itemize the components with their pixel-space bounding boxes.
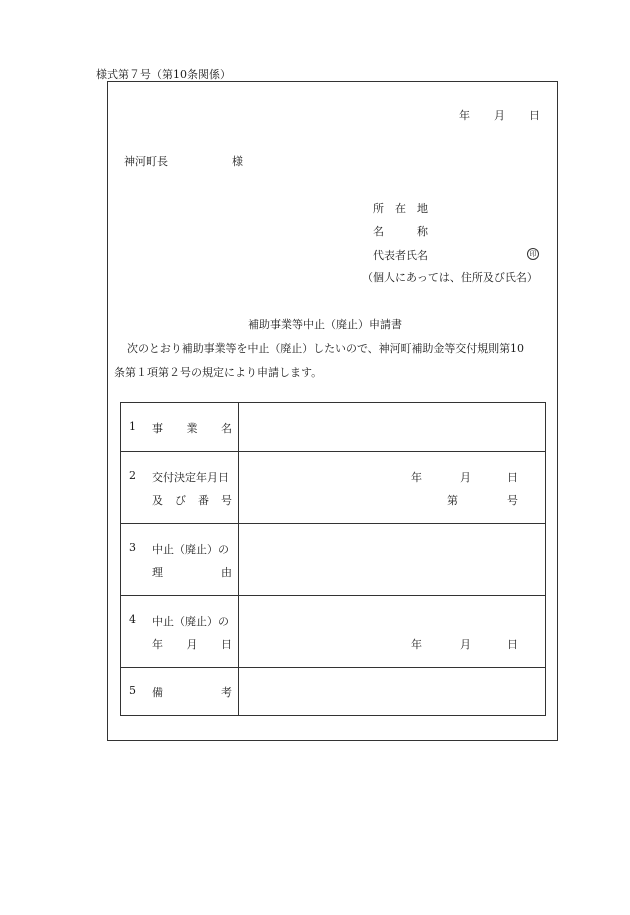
value-month-label: 月 <box>460 638 471 651</box>
row-label-line-1: 中止（廃止）の <box>152 615 229 628</box>
row-5-label <box>121 668 239 716</box>
label-char: 年 <box>152 638 163 651</box>
applicant-address-label: 所 在 地 <box>373 202 428 215</box>
row-number: 1 <box>129 420 136 433</box>
label-char: 事 <box>152 422 163 435</box>
table-row <box>121 403 546 452</box>
row-label-line-1: 交付決定年月日 <box>152 471 229 484</box>
date-day-label: 日 <box>529 109 540 122</box>
row-2-value[interactable] <box>239 452 546 524</box>
value-day-label: 日 <box>507 638 518 651</box>
table-row <box>121 596 546 668</box>
date-year-label: 年 <box>459 109 470 122</box>
addressee-honorific: 様 <box>232 155 243 168</box>
label-char: 番 <box>198 494 209 507</box>
row-label-line-2 <box>152 492 232 508</box>
row-label-line-2 <box>152 564 232 580</box>
seal-mark: 印 <box>527 248 539 260</box>
row-number: 2 <box>129 469 136 482</box>
table-row <box>121 668 546 716</box>
value-month-label: 月 <box>460 471 471 484</box>
label-char: 備 <box>152 686 163 699</box>
row-1-value[interactable] <box>239 403 546 452</box>
body-text-line-1: 次のとおり補助事業等を中止（廃止）したいので、神河町補助金等交付規則第10 <box>127 342 524 355</box>
value-day-label: 日 <box>507 471 518 484</box>
row-label <box>152 420 232 436</box>
row-3-value[interactable] <box>239 524 546 596</box>
label-char: 理 <box>152 566 163 579</box>
applicant-representative-label: 代表者氏名 <box>373 249 428 262</box>
label-char: 日 <box>221 638 232 651</box>
label-char: 及 <box>152 494 163 507</box>
row-1-label <box>121 403 239 452</box>
label-char: 号 <box>221 494 232 507</box>
row-number: 4 <box>129 613 136 626</box>
label-char: 由 <box>221 566 232 579</box>
row-label <box>152 684 232 700</box>
row-3-label <box>121 524 239 596</box>
row-label-line-2 <box>152 636 232 652</box>
value-year-label: 年 <box>411 471 422 484</box>
document-title: 補助事業等中止（廃止）申請書 <box>248 318 402 331</box>
label-char: 考 <box>221 686 232 699</box>
applicant-name-label: 名 称 <box>373 225 428 238</box>
row-number: 5 <box>129 684 136 697</box>
body-text-line-2: 条第１項第２号の規定により申請します。 <box>114 366 323 379</box>
row-2-label <box>121 452 239 524</box>
form-number: 様式第７号（第10条関係） <box>96 68 231 81</box>
value-go-label: 号 <box>507 494 518 507</box>
value-year-label: 年 <box>411 638 422 651</box>
date-month-label: 月 <box>494 109 505 122</box>
label-char: 月 <box>186 638 198 651</box>
label-char: び <box>175 494 186 507</box>
applicant-note: （個人にあっては、住所及び氏名） <box>362 271 538 284</box>
row-5-value[interactable] <box>239 668 546 716</box>
addressee-name: 神河町長 <box>124 155 168 168</box>
row-4-value[interactable] <box>239 596 546 668</box>
table-row <box>121 452 546 524</box>
row-number: 3 <box>129 541 136 554</box>
row-4-label <box>121 596 239 668</box>
application-table <box>120 402 546 716</box>
label-char: 業 <box>186 422 198 435</box>
table-row <box>121 524 546 596</box>
label-char: 名 <box>221 422 232 435</box>
value-dai-label: 第 <box>447 494 458 507</box>
row-label-line-1: 中止（廃止）の <box>152 543 229 556</box>
